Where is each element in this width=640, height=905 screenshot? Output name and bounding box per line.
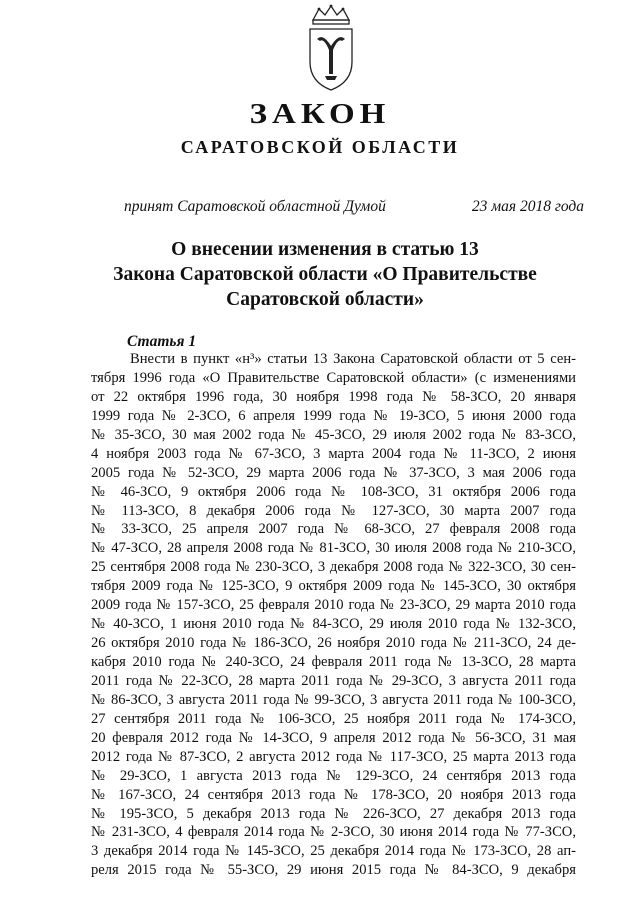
article-line: 2009 года № 157-ЗСО, 25 февраля 2010 года № 23-ЗСО, 29 марта 2010 года [91,597,576,614]
article-line: № 40-ЗСО, 1 июня 2010 года № 84-ЗСО, 29 июля 2010 года № 132-ЗСО, [91,616,576,633]
article-body [91,350,576,880]
article-line: 3 декабря 2014 года № 145-ЗСО, 25 декабря 2014 года № 173-ЗСО, 28 ап- [91,843,576,860]
article-line: 2011 года № 22-ЗСО, 28 марта 2011 года № 29-ЗСО, 3 августа 2011 года [91,672,576,689]
article-line: тября 1996 года «О Правительстве Саратовской области» (с изменениями [91,369,576,386]
article-line: 1999 года № 2-ЗСО, 6 апреля 1999 года № 19-ЗСО, 5 июня 2000 года [91,407,576,424]
article-line: № 47-ЗСО, 28 апреля 2008 года № 81-ЗСО, 30 июля 2008 года № 210-ЗСО, [91,540,576,557]
law-heading-line: О внесении изменения в статью 13 [171,239,479,260]
adopted-by: принят Саратовской областной Думой [124,198,386,215]
article-line: № 113-ЗСО, 8 декабря 2006 года № 127-ЗСО, 30 марта 2007 года [91,502,576,519]
article-line: 2012 года № 87-ЗСО, 2 августа 2012 года № 117-ЗСО, 25 марта 2013 года [91,748,576,765]
article-line: от 22 октября 1996 года, 30 ноября 1998 года № 58-ЗСО, 20 января [91,388,576,405]
article-line: № 33-ЗСО, 25 апреля 2007 года № 68-ЗСО, 27 февраля 2008 года [91,521,576,538]
article-line: № 29-ЗСО, 1 августа 2013 года № 129-ЗСО, 24 сентября 2013 года [91,767,576,784]
article-line: № 167-ЗСО, 24 сентября 2013 года № 178-ЗСО, 20 ноября 2013 года [91,786,576,803]
article-line: реля 2015 года № 55-ЗСО, 29 июня 2015 года № 84-ЗСО, 9 декабря [91,862,576,879]
law-heading [90,237,560,312]
article-line: № 35-ЗСО, 30 мая 2002 года № 45-ЗСО, 29 июля 2002 года № 83-ЗСО, [91,426,576,443]
adoption-date: 23 мая 2018 года [471,198,584,215]
article-line: 25 сентября 2008 года № 230-ЗСО, 3 декабря 2008 года № 322-ЗСО, 30 сен- [91,559,576,576]
article-line: 26 октября 2010 года № 186-ЗСО, 26 ноября 2010 года № 211-ЗСО, 24 де- [91,635,576,652]
article-line: кабря 2010 года № 240-ЗСО, 24 февраля 2011 года № 13-ЗСО, 28 марта [91,654,576,670]
saratov-coat-of-arms-icon [300,4,362,94]
article-line: № 86-ЗСО, 3 августа 2011 года № 99-ЗСО, 3 августа 2011 года № 100-ЗСО, [91,691,576,708]
law-heading-line: Закона Саратовской области «О Правительстве [113,264,537,285]
document-subtitle: САРАТОВСКОЙ ОБЛАСТИ [180,137,460,157]
article-line: № 231-ЗСО, 4 февраля 2014 года № 2-ЗСО, 30 июня 2014 года № 77-ЗСО, [91,824,576,841]
article-line: 20 февраля 2012 года № 14-ЗСО, 9 апреля 2012 года № 56-ЗСО, 31 мая [91,729,576,746]
article-label: Статья 1 [127,333,197,350]
article-line: 27 сентября 2011 года № 106-ЗСО, 25 ноября 2011 года № 174-ЗСО, [91,710,576,727]
law-heading-line: Саратовской области» [226,289,424,310]
article-line: Внести в пункт «н³» статьи 13 Закона Саратовской области от 5 сен- [130,351,576,367]
article-line: № 46-ЗСО, 9 октября 2006 года № 108-ЗСО, 31 октября 2006 года [91,483,576,500]
article-line: тября 2009 года № 125-ЗСО, 9 октября 2009 года № 145-ЗСО, 30 октября [91,578,576,595]
article-line: 2005 года № 52-ЗСО, 29 марта 2006 года № 37-ЗСО, 3 мая 2006 года [91,464,576,481]
article-line: № 195-ЗСО, 5 декабря 2013 года № 226-ЗСО, 27 декабря 2013 года [91,805,576,822]
article-line: 4 ноября 2003 года № 67-ЗСО, 3 марта 2004 года № 11-ЗСО, 2 июня [91,445,576,462]
document-title: ЗАКОН [249,98,391,130]
